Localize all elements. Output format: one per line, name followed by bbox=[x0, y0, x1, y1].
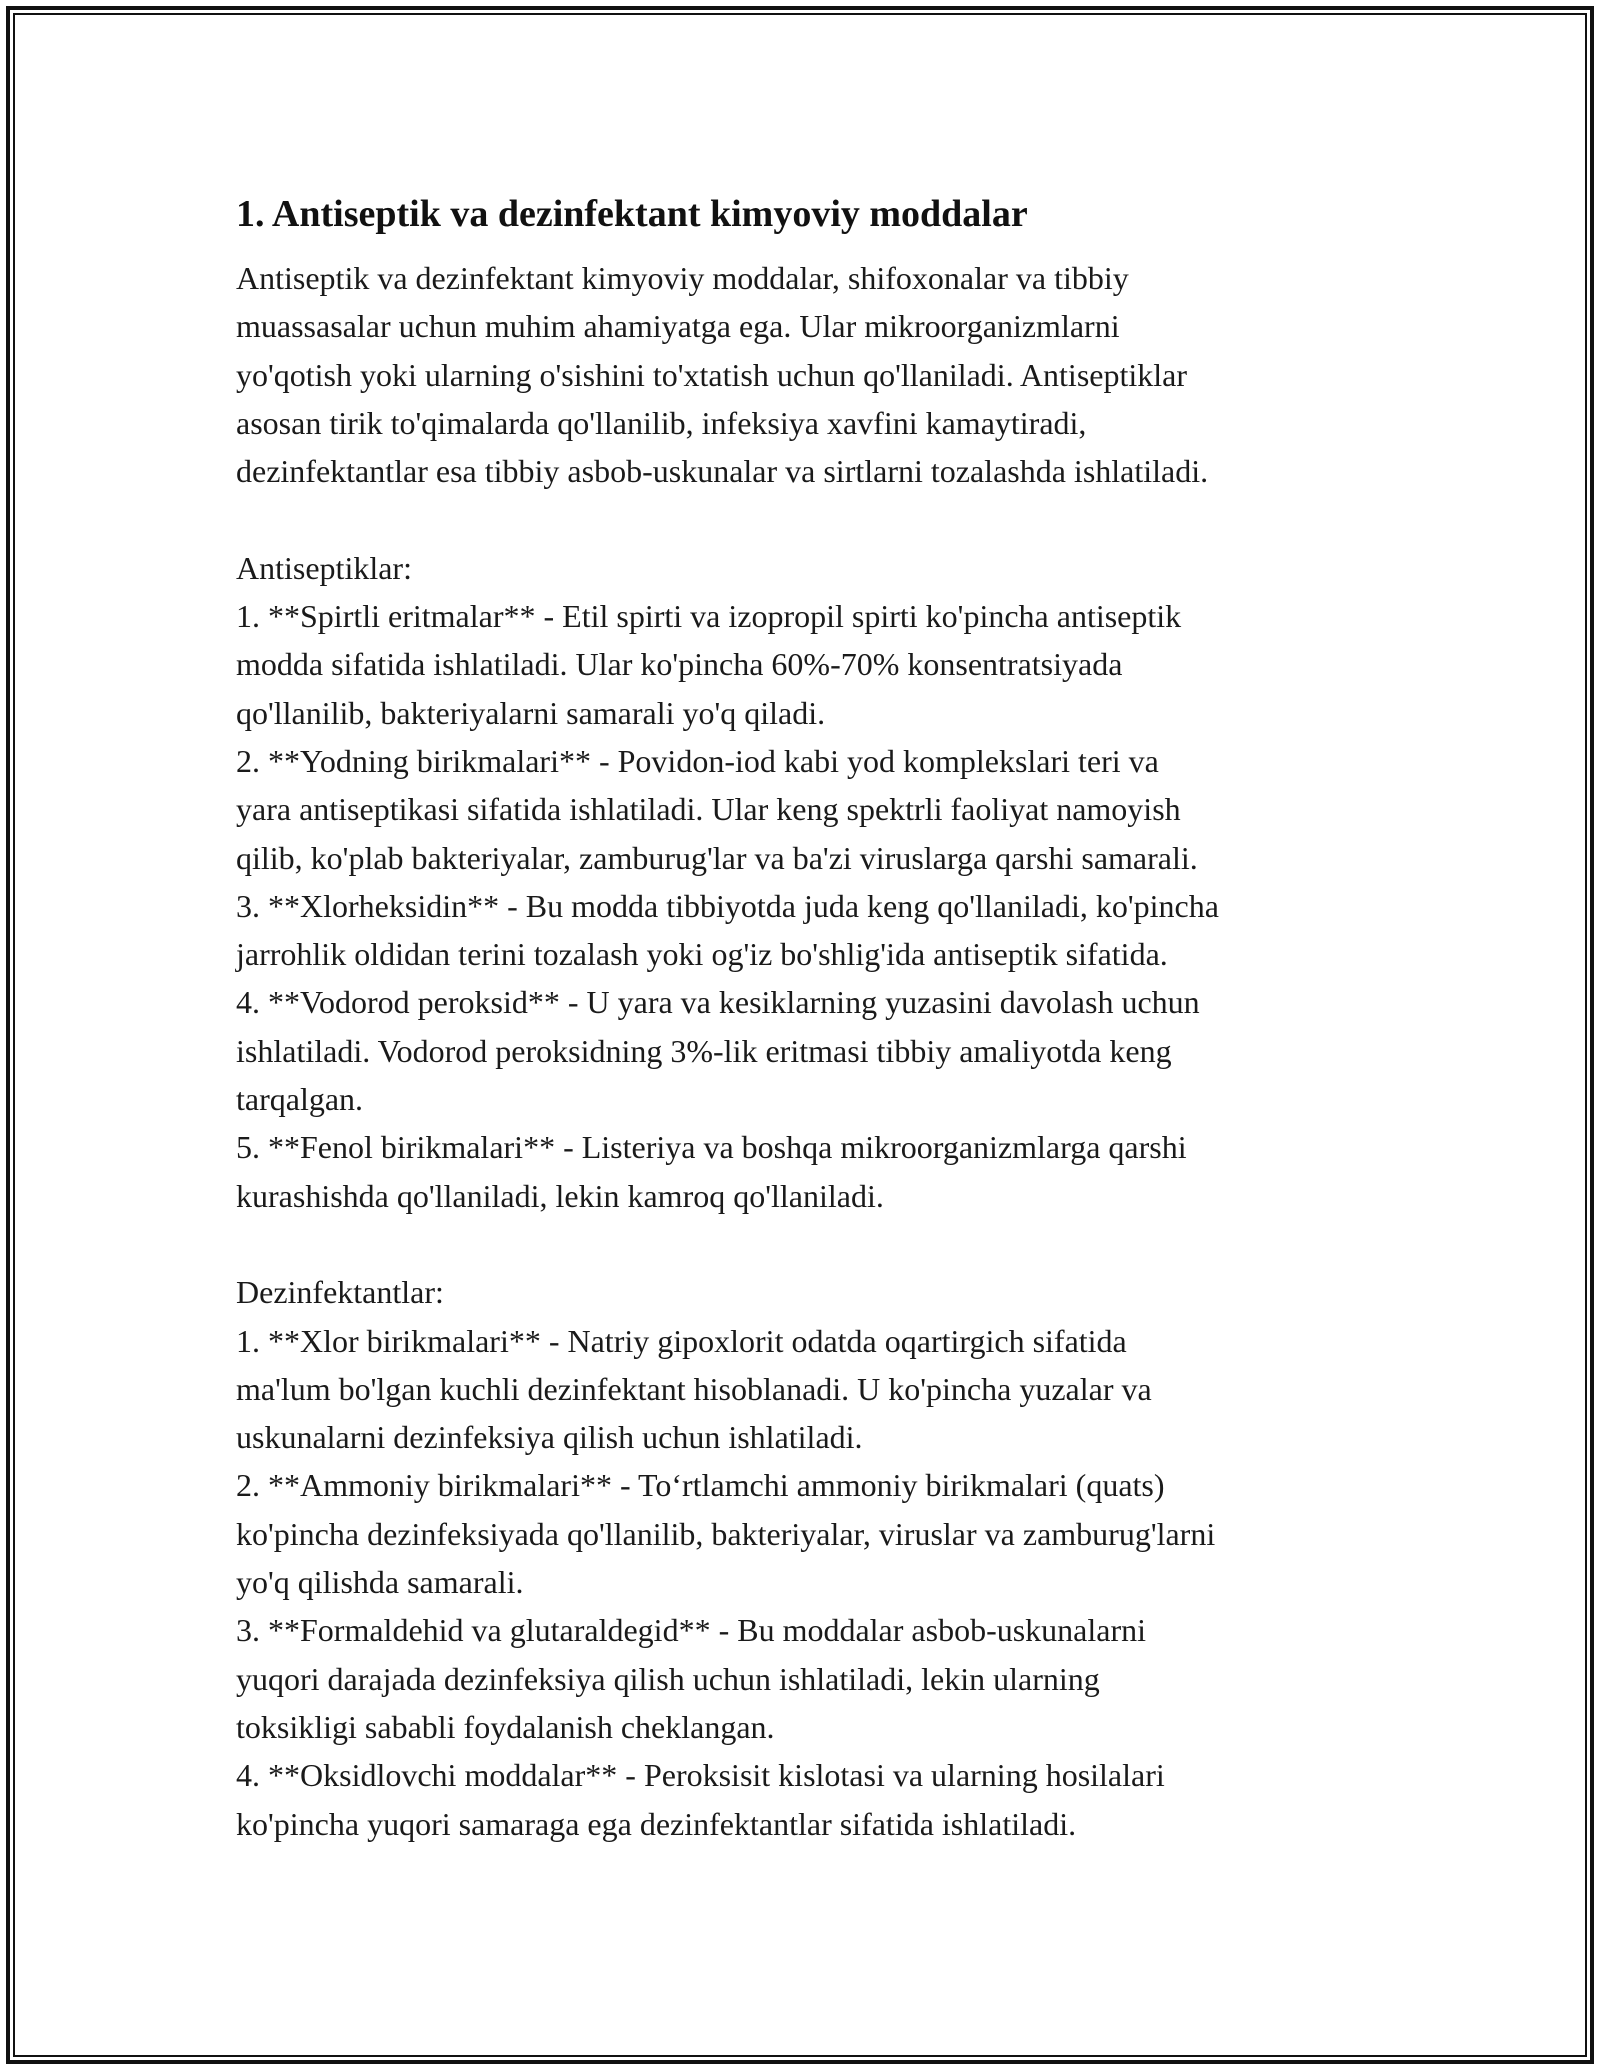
text-line: yo'qotish yoki ularning o'sishini to'xtatish uchun qo'llaniladi. Antiseptiklar bbox=[236, 356, 1187, 393]
document-body bbox=[236, 188, 1396, 1848]
intro-paragraph bbox=[236, 254, 1396, 544]
text-line: ko'pincha yuqori samaraga ega dezinfektantlar sifatida ishlatiladi. bbox=[236, 1805, 1077, 1842]
text-line: ishlatiladi. Vodorod peroksidning 3%-lik eritmasi tibbiy amaliyotda keng bbox=[236, 1032, 1172, 1069]
text-line: ko'pincha dezinfeksiyada qo'llanilib, bakteriyalar, viruslar va zamburug'larni bbox=[236, 1515, 1216, 1552]
text-line: 1. **Xlor birikmalari** - Natriy gipoxlorit odatda oqartirgich sifatida bbox=[236, 1322, 1127, 1359]
text-line: toksikligi sababli foydalanish cheklangan. bbox=[236, 1708, 775, 1745]
text-line: Antiseptik va dezinfektant kimyoviy moddalar, shifoxonalar va tibbiy bbox=[236, 260, 1129, 296]
document-heading: 1. Antiseptik va dezinfektant kimyoviy moddalar bbox=[236, 193, 1028, 235]
disinfectants-section bbox=[236, 1268, 1396, 1848]
text-line: 3. **Formaldehid va glutaraldegid** - Bu moddalar asbob-uskunalarni bbox=[236, 1612, 1147, 1649]
text-line: 4. **Oksidlovchi moddalar** - Peroksisit kislotasi va ularning hosilalari bbox=[236, 1757, 1165, 1794]
text-line: qo'llanilib, bakteriyalarni samarali yo'q qiladi. bbox=[236, 694, 826, 731]
text-line: asosan tirik to'qimalarda qo'llanilib, infeksiya xavfini kamaytiradi, bbox=[236, 404, 1087, 441]
text-line: uskunalarni dezinfeksiya qilish uchun ishlatiladi. bbox=[236, 1419, 863, 1456]
text-line: 3. **Xlorheksidin** - Bu modda tibbiyotda juda keng qo'llaniladi, ko'pincha bbox=[236, 887, 1219, 924]
blank-line bbox=[236, 495, 1396, 543]
text-line: 5. **Fenol birikmalari** - Listeriya va boshqa mikroorganizmlarga qarshi bbox=[236, 1129, 1187, 1166]
text-line: 2. **Ammoniy birikmalari** - To‘rtlamchi ammoniy birikmalari (quats) bbox=[236, 1467, 1165, 1504]
text-line: qilib, ko'plab bakteriyalar, zamburug'lar va ba'zi viruslarga qarshi samarali. bbox=[236, 839, 1198, 876]
blank-line bbox=[236, 1220, 1396, 1268]
text-line: 2. **Yodning birikmalari** - Povidon-iod kabi yod komplekslari teri va bbox=[236, 742, 1159, 779]
text-line: 1. **Spirtli eritmalar** - Etil spirti va izopropil spirti ko'pincha antiseptik bbox=[236, 598, 1182, 635]
text-line: yo'q qilishda samarali. bbox=[236, 1564, 524, 1601]
text-line: yuqori darajada dezinfeksiya qilish uchun ishlatiladi, lekin ularning bbox=[236, 1660, 1100, 1697]
text-line: jarrohlik oldidan terini tozalash yoki og'iz bo'shlig'ida antiseptik sifatida. bbox=[236, 936, 1168, 973]
text-line: 4. **Vodorod peroksid** - U yara va kesiklarning yuzasini davolash uchun bbox=[236, 984, 1200, 1021]
text-line: modda sifatida ishlatiladi. Ular ko'pincha 60%-70% konsentratsiyada bbox=[236, 646, 1123, 683]
text-line: ma'lum bo'lgan kuchli dezinfektant hisoblanadi. U ko'pincha yuzalar va bbox=[236, 1370, 1152, 1407]
text-line: dezinfektantlar esa tibbiy asbob-uskunalar va sirtlarni tozalashda ishlatiladi. bbox=[236, 453, 1209, 490]
text-line: muassasalar uchun muhim ahamiyatga ega. Ular mikroorganizmlarni bbox=[236, 308, 1120, 345]
text-line: tarqalgan. bbox=[236, 1081, 364, 1118]
section-title-antiseptics: Antiseptiklar: bbox=[236, 549, 412, 586]
antiseptics-section bbox=[236, 544, 1396, 1268]
section-title-disinfectants: Dezinfektantlar: bbox=[236, 1274, 444, 1311]
text-line: kurashishda qo'llaniladi, lekin kamroq qo'llaniladi. bbox=[236, 1177, 884, 1214]
text-line: yara antiseptikasi sifatida ishlatiladi. Ular keng spektrli faoliyat namoyish bbox=[236, 791, 1181, 828]
